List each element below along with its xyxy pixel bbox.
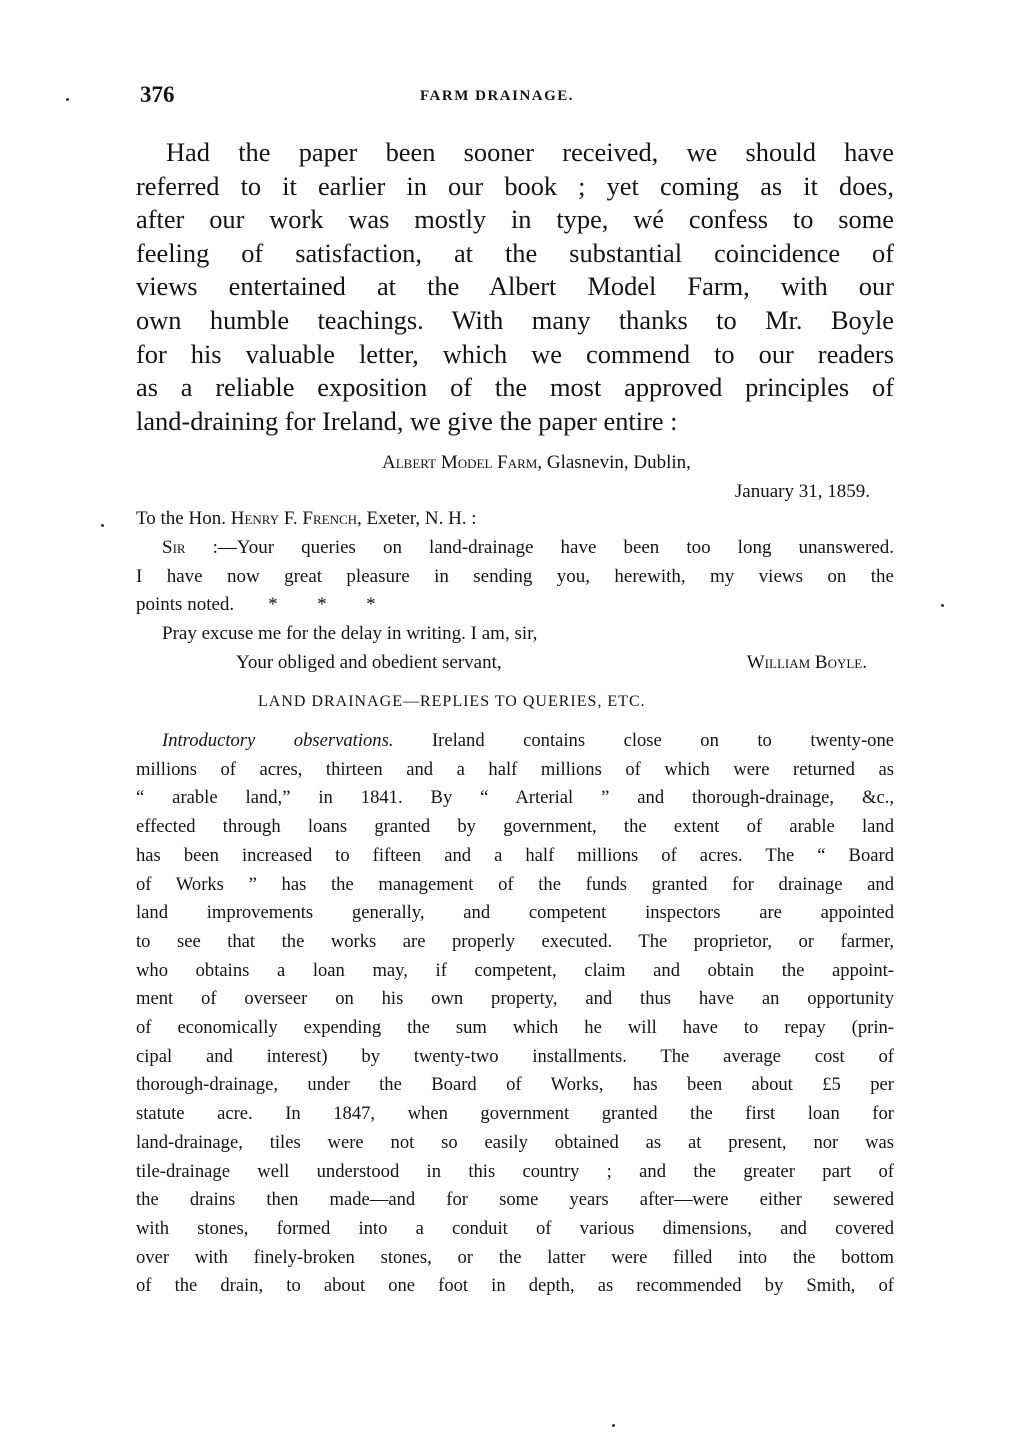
main-line: effected through loans granted by government, the extent of arable land <box>136 816 894 838</box>
lead-in: Introductory observations. <box>162 730 394 751</box>
main-line: tile-drainage well understood in this country ; and the greater part of <box>136 1160 894 1182</box>
letter-line <box>136 534 894 563</box>
main-line <box>136 727 894 756</box>
intro-line: as a reliable exposition of the most approved principles of <box>136 372 894 403</box>
intro-line: views entertained at the Albert Model Farm, with our <box>136 271 894 302</box>
addressee-place: Exeter, N. H. : <box>361 508 477 529</box>
letter-line-text: :—Your queries on land-drainage have been too long unanswered. <box>185 537 894 558</box>
main-line: statute acre. In 1847, when government granted the first loan for <box>136 1103 894 1125</box>
main-line-text: Ireland contains close on to twenty-one <box>393 730 894 751</box>
dateline-city: Glasnevin, Dublin, <box>542 452 691 473</box>
main-line: over with finely-broken stones, or the latter were filled into the bottom <box>136 1246 894 1268</box>
running-head: FARM DRAINAGE. <box>420 88 575 104</box>
intro-line: referred to it earlier in our book ; yet coming as it does, <box>136 170 894 201</box>
letter-line-text: points noted. <box>136 594 235 616</box>
asterisk: * <box>317 594 327 616</box>
intro-line: after our work was mostly in type, wé confess to some <box>136 204 894 235</box>
complimentary-close: Your obliged and obedient servant, <box>236 652 502 673</box>
intro-line: Had the paper been sooner received, we should have <box>166 137 894 167</box>
main-line: ment of overseer on his own property, and thus have an opportunity <box>136 988 894 1010</box>
intro-line: feeling of satisfaction, at the substantial coincidence of <box>136 237 894 268</box>
main-line: has been increased to fifteen and a half millions of acres. The “ Board <box>136 844 894 866</box>
main-line: to see that the works are properly executed. The proprietor, or farmer, <box>136 930 894 952</box>
intro-line: own humble teachings. With many thanks to Mr. Boyle <box>136 304 894 335</box>
asterisk: * <box>366 594 376 616</box>
main-line: “ arable land,” in 1841. By “ Arterial ” and thorough-drainage, &c., <box>136 787 894 809</box>
main-line: of Works ” has the management of the funds granted for drainage and <box>136 873 894 895</box>
section-heading: LAND DRAINAGE—REPLIES TO QUERIES, ETC. <box>258 693 646 710</box>
signature: William Boyle. <box>746 652 867 673</box>
asterisk: * <box>268 594 278 616</box>
dateline-place: Albert Model Farm, <box>382 452 543 473</box>
scan-speck <box>66 98 69 101</box>
main-paragraph <box>136 727 894 1301</box>
main-line: land-drainage, tiles were not so easily obtained as at present, nor was <box>136 1131 894 1153</box>
addressee-prefix: To the Hon. <box>136 508 231 529</box>
intro-line: land-draining for Ireland, we give the paper entire : <box>136 405 678 436</box>
main-line: the drains then made—and for some years after—were either sewered <box>136 1189 894 1211</box>
scan-speck <box>101 524 104 527</box>
intro-line: for his valuable letter, which we commend to our readers <box>136 338 894 369</box>
scan-speck <box>941 604 944 607</box>
ellipsis-asterisks <box>234 594 395 615</box>
letter-salutation: Sir <box>162 537 186 558</box>
main-line: cipal and interest) by twenty-two installments. The average cost of <box>136 1045 894 1067</box>
main-line: who obtains a loan may, if competent, claim and obtain the appoint- <box>136 959 894 981</box>
main-line: of the drain, to about one foot in depth, as recommended by Smith, of <box>136 1275 894 1297</box>
main-line: millions of acres, thirteen and a half millions of which were returned as <box>136 758 894 780</box>
letter-line: Pray excuse me for the delay in writing. I am, sir, <box>162 623 538 644</box>
page-header <box>140 82 896 110</box>
addressee-name: Henry F. French, <box>230 508 362 529</box>
letter-date: January 31, 1859. <box>734 481 870 502</box>
scan-speck <box>612 1424 615 1427</box>
letter-body <box>136 534 894 620</box>
main-line: land improvements generally, and competent inspectors are appointed <box>136 902 894 924</box>
main-line: thorough-drainage, under the Board of Works, has been about £5 per <box>136 1074 894 1096</box>
letter-valediction <box>136 620 894 673</box>
letter-line <box>136 591 894 620</box>
letter-line: I have now great pleasure in sending you, herewith, my views on the <box>136 565 894 587</box>
main-line: of economically expending the sum which he will have to repay (prin- <box>136 1017 894 1039</box>
letter-dateline <box>382 452 691 474</box>
letter-addressee <box>136 505 894 534</box>
page-number: 376 <box>140 82 175 107</box>
intro-paragraph <box>136 136 894 438</box>
main-line: with stones, formed into a conduit of various dimensions, and covered <box>136 1217 894 1239</box>
